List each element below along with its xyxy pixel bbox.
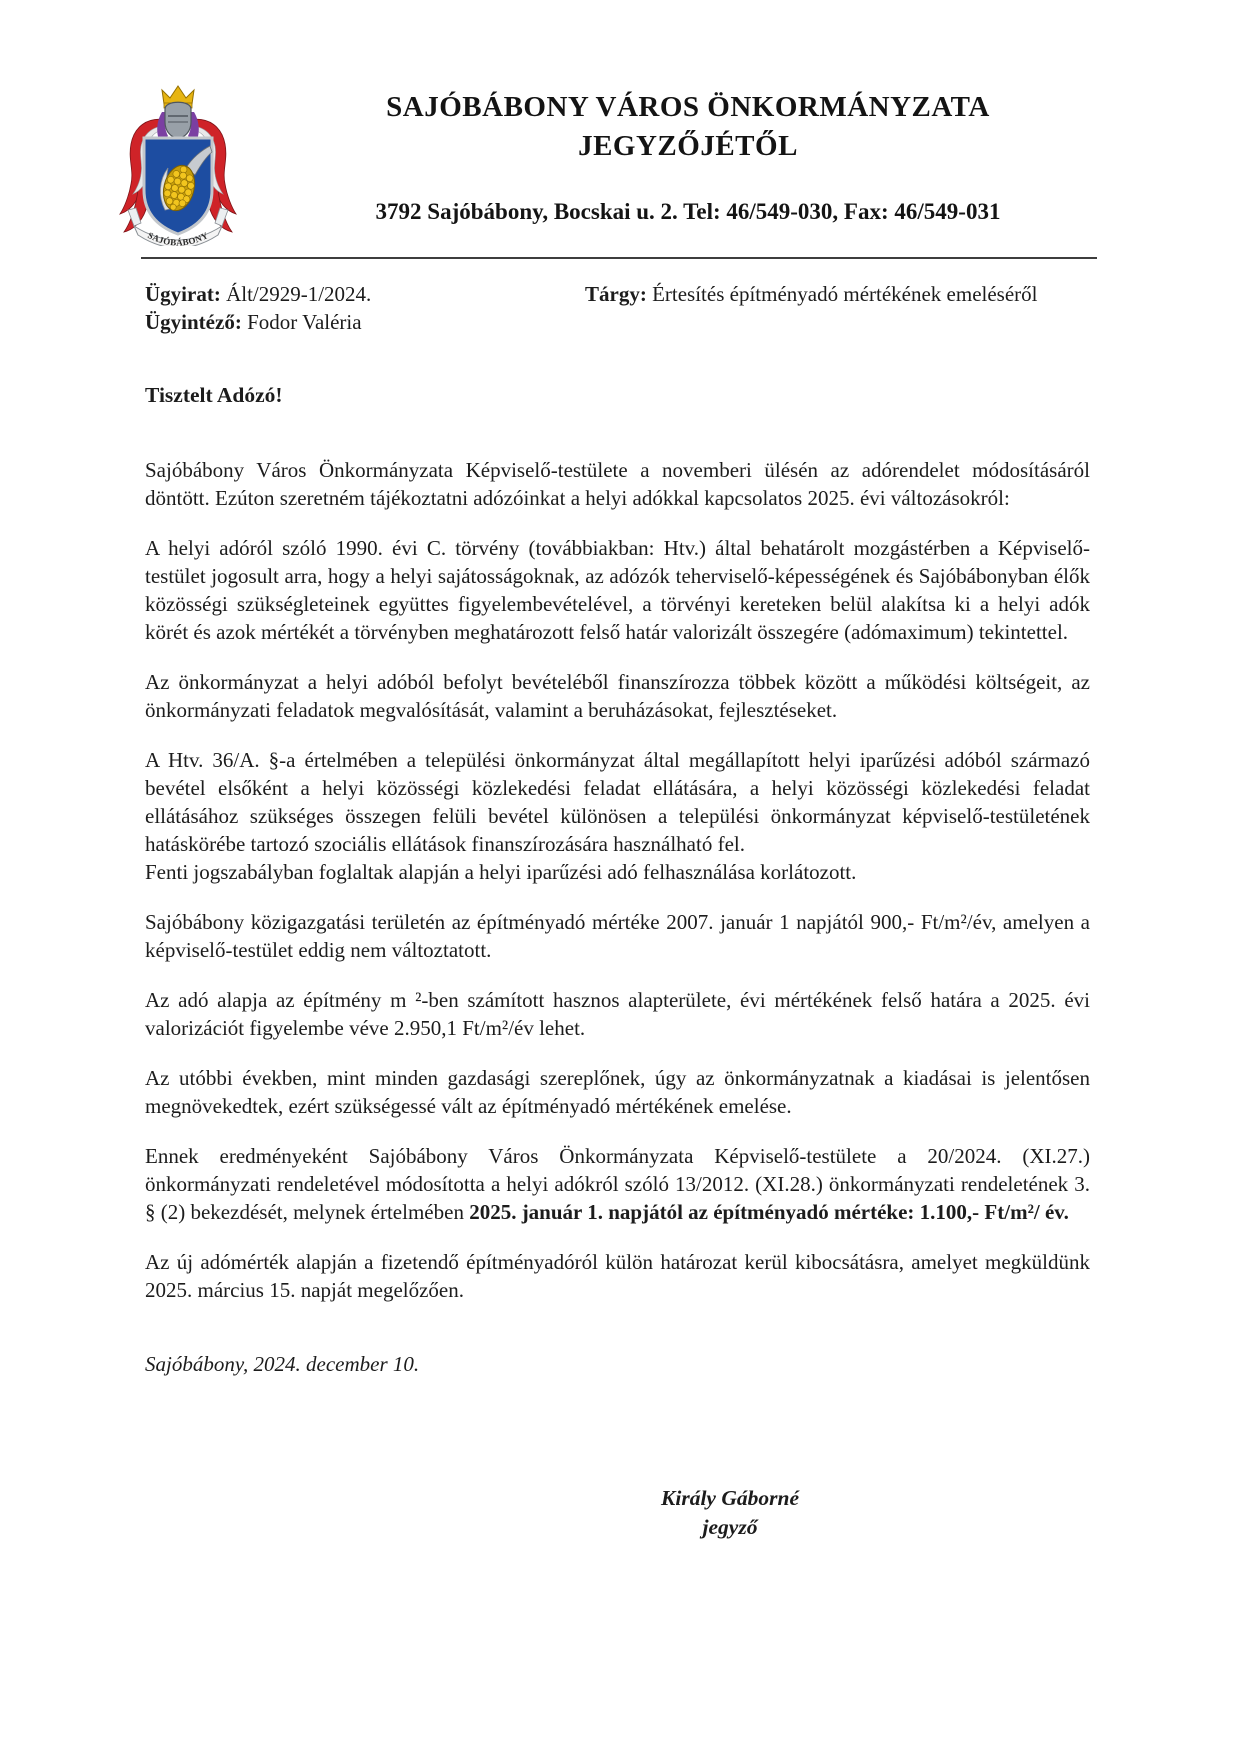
paragraph-9: Az új adómérték alapján a fizetendő építményadóról külön határozat kerül kibocsátásra, amelyet megküldünk 2025. március 15. napját megelőzően. bbox=[145, 1250, 1090, 1302]
paragraph-7: Az utóbbi években, mint minden gazdasági szereplőnek, úgy az önkormányzatnak a kiadásai is jelentősen megnövekedtek, ezért szükségessé vált az építményadó mértékének emelése. bbox=[145, 1066, 1090, 1118]
signature-block bbox=[580, 1484, 880, 1542]
org-name-line2: JEGYZŐJÉTŐL bbox=[578, 130, 798, 162]
subject-label: Tárgy: bbox=[585, 282, 647, 306]
paragraph-3: Az önkormányzat a helyi adóból befolyt bevételéből finanszírozza többek között a működési költségeit, az önkormányzati feladatok megvalósítását, valamint a beruházásokat, fejlesztéseket. bbox=[145, 670, 1090, 722]
subject-value: Értesítés építményadó mértékének emeléséről bbox=[652, 282, 1038, 306]
paragraph-8 bbox=[145, 1142, 1090, 1226]
paragraph-4 bbox=[145, 746, 1090, 886]
paragraph-4-note: Fenti jogszabályban foglaltak alapján a helyi iparűzési adó felhasználása korlátozott. bbox=[145, 860, 857, 884]
letterhead bbox=[288, 88, 1088, 227]
paragraph-8-bold: 2025. január 1. napjától az építményadó mértéke: 1.100,- Ft/m²/ év. bbox=[469, 1200, 1069, 1224]
officer-row bbox=[145, 308, 575, 336]
officer-label: Ügyintéző: bbox=[145, 310, 242, 334]
paragraph-1: Sajóbábony Város Önkormányzata Képviselő-testülete a novemberi ülésén az adórendelet módosításáról döntött. Ezúton szeretném tájékoztatni adózóinkat a helyi adókkal kapcsolatos 2025. évi változásokról: bbox=[145, 458, 1090, 510]
date-line: Sajóbábony, 2024. december 10. bbox=[145, 1352, 420, 1376]
case-number-row bbox=[145, 280, 575, 308]
sajobabony-coat-of-arms-icon bbox=[118, 82, 238, 246]
signer-title: jegyző bbox=[702, 1515, 758, 1539]
case-number-label: Ügyirat: bbox=[145, 282, 221, 306]
paragraph-4-main: A Htv. 36/A. §-a értelmében a települési önkormányzat által megállapított helyi iparűzési adóból származó bevétel elsőként a helyi közösségi közlekedési feladat ellátására, a helyi közösségi közlekedési feladat ellátásához szükséges összegen felüli bevétel különösen a települési önkormányzat képviselő-testületének hatáskörébe tartozó szociális ellátások finanszírozására használható fel. bbox=[145, 748, 1090, 856]
signer-name: Király Gáborné bbox=[661, 1486, 799, 1510]
org-name-line1: SAJÓBÁBONY VÁROS ÖNKORMÁNYZATA bbox=[386, 91, 990, 123]
paragraph-6: Az adó alapja az építmény m ²-ben számított hasznos alapterülete, évi mértékének felső határa a 2025. évi valorizációt figyelembe véve 2.950,1 Ft/m²/év lehet. bbox=[145, 988, 1090, 1040]
case-number-value: Ált/2929-1/2024. bbox=[226, 282, 372, 306]
crest-banner-text: SAJÓBÁBONY bbox=[146, 230, 210, 246]
letter-body bbox=[145, 456, 1090, 1378]
header-divider bbox=[141, 257, 1097, 259]
subject-block bbox=[585, 280, 1105, 308]
paragraph-8-normal: Ennek eredményeként Sajóbábony Város Önkormányzata Képviselő-testülete a 20/2024. (XI.27.) önkormányzati rendeletével módosította a helyi adókról szóló 13/2012. (XI.28.) önkormányzati rendeletének 3. § (2) bekezdését, melynek értelmében bbox=[145, 1144, 1090, 1224]
org-address-line: 3792 Sajóbábony, Bocskai u. 2. Tel: 46/549-030, Fax: 46/549-031 bbox=[375, 199, 1001, 224]
officer-value: Fodor Valéria bbox=[247, 310, 362, 334]
salutation: Tisztelt Adózó! bbox=[145, 383, 283, 407]
paragraph-5: Sajóbábony közigazgatási területén az építményadó mértéke 2007. január 1 napjától 900,- Ft/m²/év, amelyen a képviselő-testület eddig nem változtatott. bbox=[145, 910, 1090, 962]
paragraph-2: A helyi adóról szóló 1990. évi C. törvény (továbbiakban: Htv.) által behatárolt mozgástérben a Képviselő-testület jogosult arra, hogy a helyi sajátosságoknak, az adózók teherviselő-képességének és Sajóbábonyban élők közösségi szükségleteinek együttes figyelembevételével, a törvényi kereteken belül alakítsa ki a helyi adók körét és azok mértékét a törvényben meghatározott felső határ valorizált összegére (adómaximum) tekintettel. bbox=[145, 536, 1090, 644]
reference-block bbox=[145, 280, 575, 336]
